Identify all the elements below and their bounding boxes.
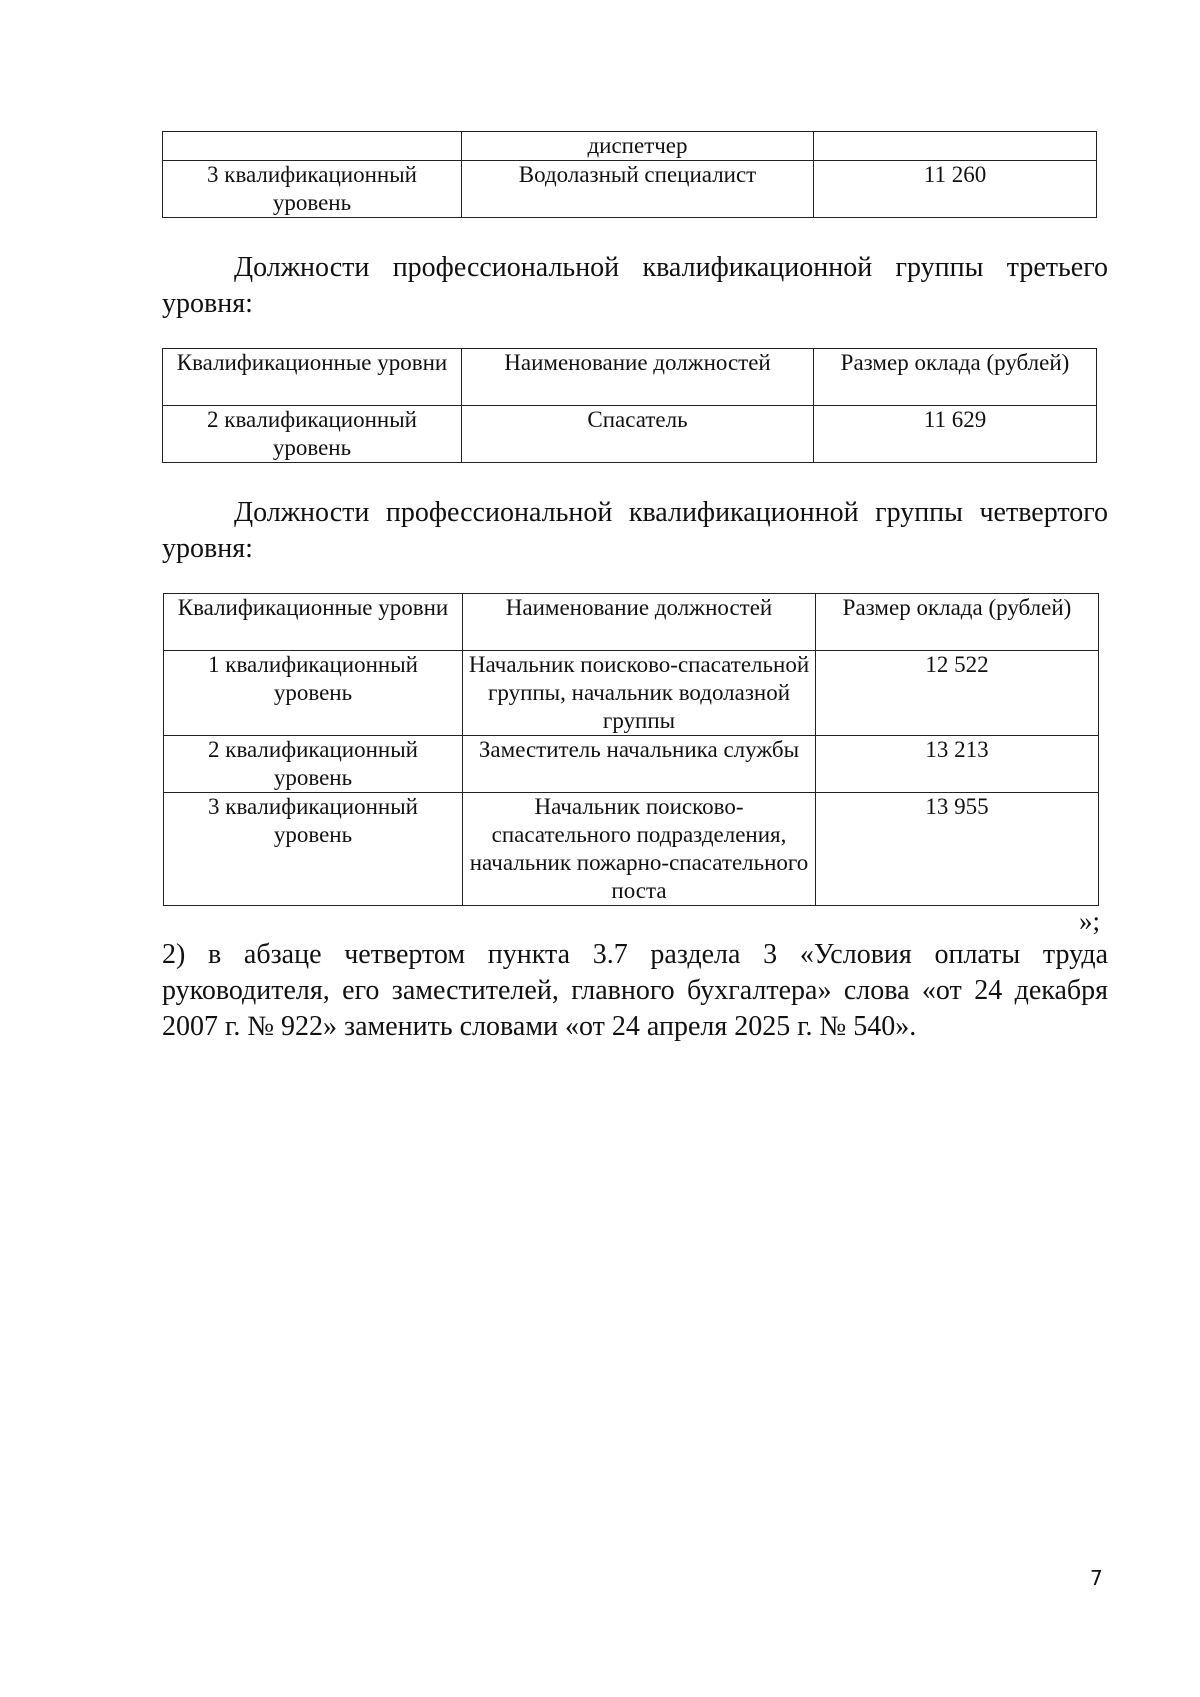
table-cell: 12 522: [816, 651, 1099, 736]
heading-group3: Должности профессиональной квалификационной группы третьего уровня:: [162, 252, 1108, 319]
table-header-row: [164, 594, 1099, 651]
table-cell: диспетчер: [462, 132, 814, 161]
table-cell: 11 260: [814, 161, 1097, 218]
table-cell: 11 629: [814, 406, 1097, 463]
column-header: Наименование должностей: [462, 349, 814, 406]
closing-quote-mark: »;: [1078, 906, 1100, 936]
column-header: Наименование должностей: [463, 594, 816, 651]
table-cell: Водолазный специалист: [462, 161, 814, 218]
salary-table-group2-continuation: [162, 131, 1097, 218]
heading-group4: Должности профессиональной квалификационной группы четвертого уровня:: [162, 497, 1108, 564]
table-cell: 2 квалификационный уровень: [164, 736, 463, 793]
table-row: [163, 406, 1097, 463]
amendment-paragraph: 2) в абзаце четвертом пункта 3.7 раздела 3 «Условия оплаты труда руководителя, его заместителей, главного бухгалтера» слова «от 24 декабря 2007 г. № 922» заменить словами «от 24 апреля 2025 г. № 540».: [162, 939, 1108, 1042]
table-cell: 2 квалификационный уровень: [163, 406, 462, 463]
salary-table-group4: [163, 593, 1099, 906]
column-header: Размер оклада (рублей): [816, 594, 1099, 651]
table-cell: 13 955: [816, 793, 1099, 906]
column-header: Квалификационные уровни: [163, 349, 462, 406]
table-cell: Спасатель: [462, 406, 814, 463]
column-header: Квалификационные уровни: [164, 594, 463, 651]
table-cell: 3 квалификационный уровень: [164, 793, 463, 906]
table-cell: Начальник поисково-спасательного подразделения, начальник пожарно-спасательного поста: [463, 793, 816, 906]
table-cell: Заместитель начальника службы: [463, 736, 816, 793]
table-row: [164, 651, 1099, 736]
page-number: 7: [1090, 1566, 1103, 1590]
table-cell: [814, 132, 1097, 161]
table-row: [164, 736, 1099, 793]
table-header-row: [163, 349, 1097, 406]
table-cell: 3 квалификационный уровень: [163, 161, 462, 218]
table-cell: 1 квалификационный уровень: [164, 651, 463, 736]
table-row: [163, 132, 1097, 161]
table-cell: 13 213: [816, 736, 1099, 793]
table-row: [163, 161, 1097, 218]
salary-table-group3: [162, 348, 1097, 463]
table-cell: [163, 132, 462, 161]
table-row: [164, 793, 1099, 906]
column-header: Размер оклада (рублей): [814, 349, 1097, 406]
table-cell: Начальник поисково-спасательной группы, начальник водолазной группы: [463, 651, 816, 736]
